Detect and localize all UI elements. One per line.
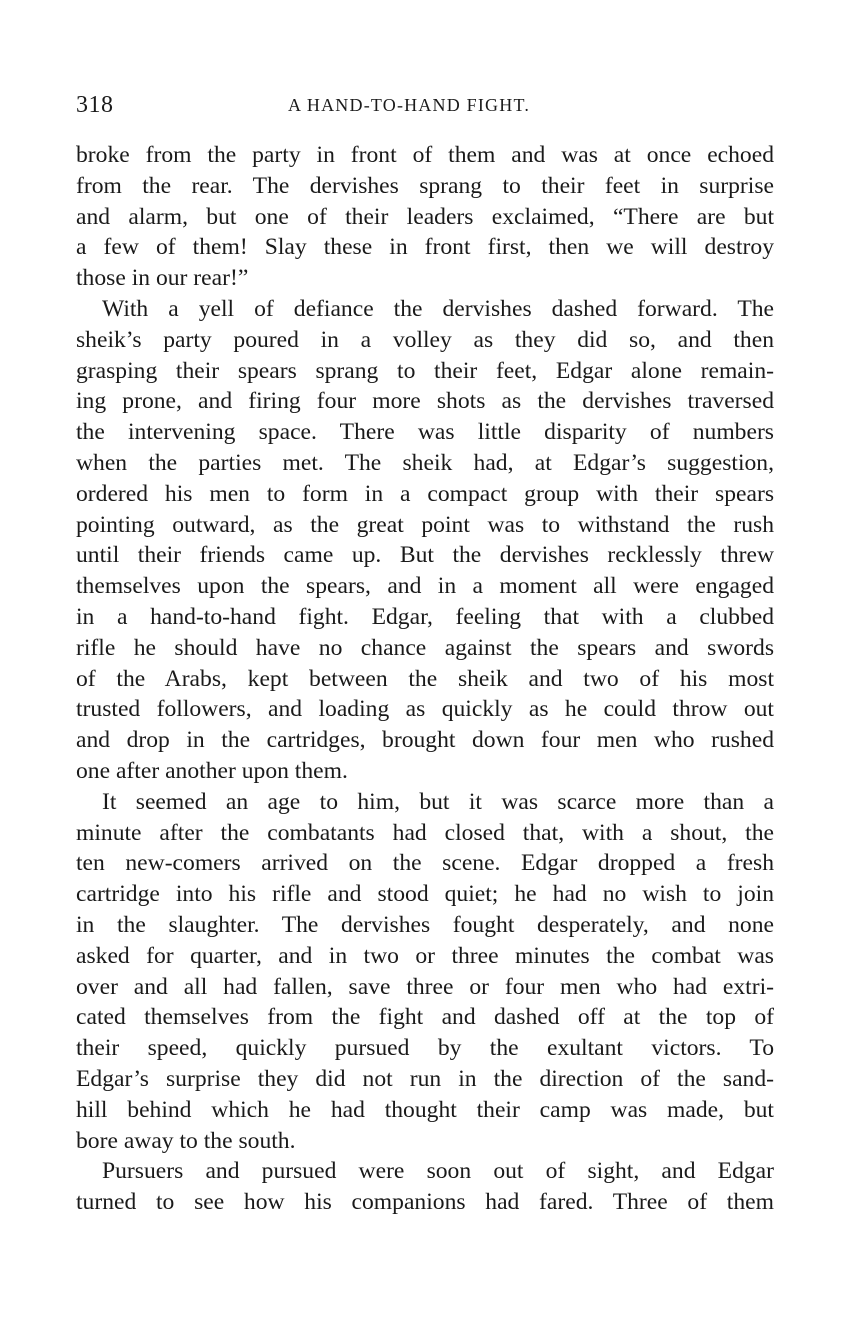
text-line: those in our rear!” (76, 265, 249, 292)
text-line: over and all had fallen, save three or four men who had extri- (76, 973, 774, 1000)
text-line: from the rear. The dervishes sprang to their feet in surprise (76, 172, 774, 199)
text-line: turned to see how his companions had fared. Three of them (76, 1189, 774, 1216)
text-line: until their friends came up. But the dervishes recklessly threw (76, 542, 774, 569)
text-line: in a hand-to-hand fight. Edgar, feeling that with a clubbed (76, 603, 774, 630)
text-line: broke from the party in front of them and was at once echoed (76, 142, 774, 168)
body-text (76, 140, 774, 1218)
text-line: and drop in the cartridges, brought down four men who rushed (76, 727, 774, 754)
text-line: grasping their spears sprang to their feet, Edgar alone remain- (76, 357, 774, 384)
text-line: sheik’s party poured in a volley as they did so, and then (76, 326, 774, 353)
text-line: bore away to the south. (76, 1127, 296, 1154)
text-line: when the parties met. The sheik had, at Edgar’s suggestion, (76, 449, 774, 476)
text-line: one after another upon them. (76, 757, 348, 784)
text-line: the intervening space. There was little disparity of numbers (76, 419, 774, 446)
running-header (76, 88, 774, 122)
text-line: trusted followers, and loading as quickly as he could throw out (76, 696, 774, 723)
text-line: themselves upon the spears, and in a moment all were engaged (76, 573, 774, 600)
text-line: cated themselves from the fight and dashed off at the top of (76, 1004, 774, 1031)
text-line: cartridge into his rifle and stood quiet; he had no wish to join (76, 881, 774, 908)
text-line: ten new-comers arrived on the scene. Edgar dropped a fresh (76, 850, 774, 877)
text-line: hill behind which he had thought their camp was made, but (76, 1096, 774, 1123)
text-line: rifle he should have no chance against the spears and swords (76, 634, 774, 661)
text-line: of the Arabs, kept between the sheik and two of his most (76, 665, 774, 692)
text-line: and alarm, but one of their leaders exclaimed, “There are but (76, 203, 774, 230)
text-line: minute after the combatants had closed that, with a shout, the (76, 819, 774, 846)
text-line: their speed, quickly pursued by the exultant victors. To (76, 1035, 774, 1062)
text-line: Pursuers and pursued were soon out of sight, and Edgar (102, 1158, 774, 1185)
paragraph-4 (76, 1156, 774, 1218)
paragraph-3 (76, 787, 774, 1157)
text-line: a few of them! Slay these in front first, then we will destroy (76, 234, 774, 261)
running-title: A HAND-TO-HAND FIGHT. (288, 95, 531, 115)
text-line: in the slaughter. The dervishes fought desperately, and none (76, 911, 774, 938)
page-number: 318 (76, 92, 114, 118)
text-line: Edgar’s surprise they did not run in the direction of the sand- (76, 1065, 774, 1092)
text-line: pointing outward, as the great point was to withstand the rush (76, 511, 774, 538)
text-line: asked for quarter, and in two or three minutes the combat was (76, 942, 774, 969)
text-line: ing prone, and firing four more shots as the dervishes traversed (76, 388, 774, 415)
text-line: ordered his men to form in a compact group with their spears (76, 480, 774, 507)
text-line: With a yell of defiance the dervishes dashed forward. The (102, 295, 774, 322)
paragraph-2 (76, 294, 774, 787)
text-line: It seemed an age to him, but it was scarce more than a (102, 788, 774, 815)
paragraph-1 (76, 140, 774, 294)
